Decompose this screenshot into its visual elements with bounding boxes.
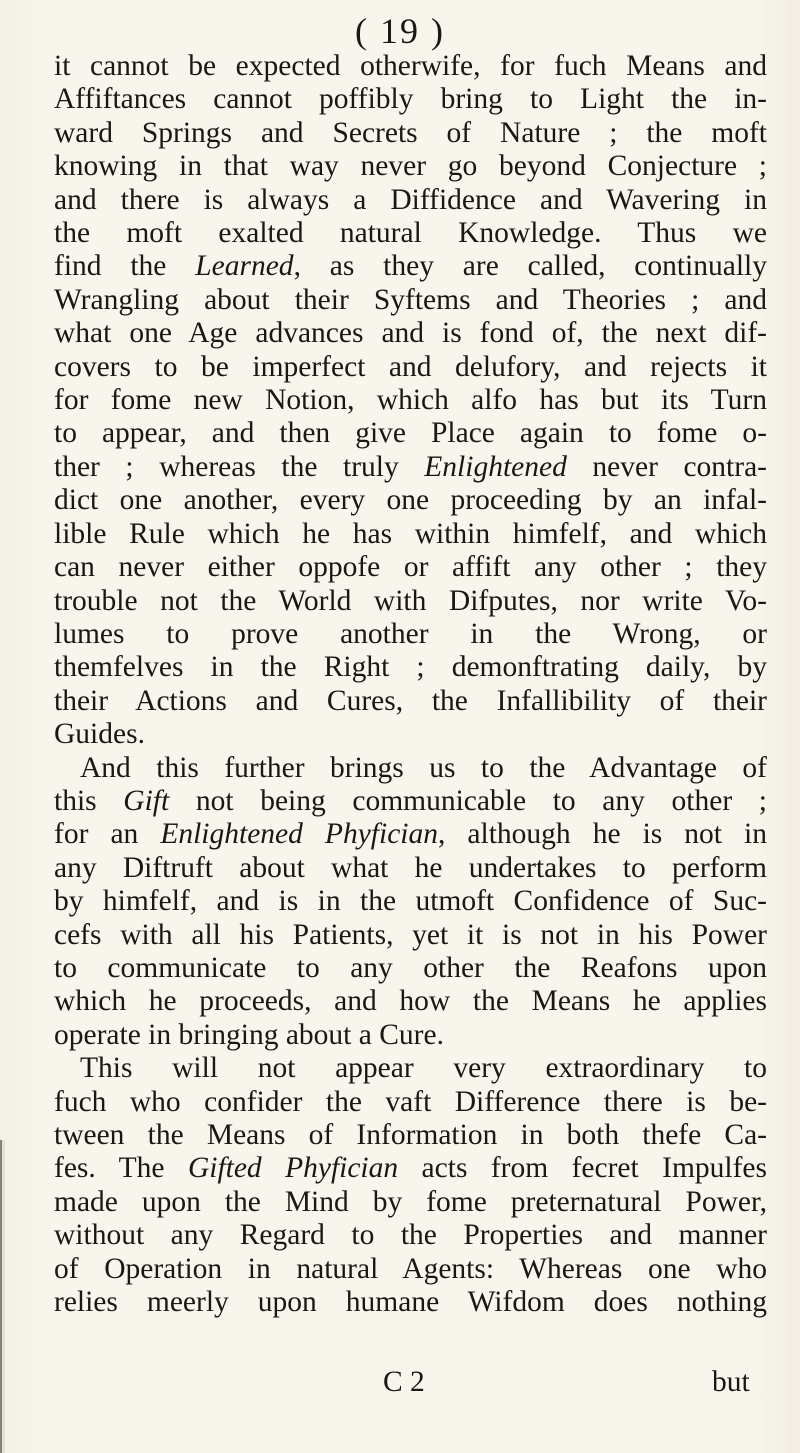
text-line: find the Learned, as they are called, continually	[54, 250, 767, 283]
text-line: their Actions and Cures, the Infallibility of their	[54, 684, 767, 717]
text-line: made upon the Mind by fome preternatural Power,	[54, 1185, 767, 1218]
text-line: cefs with all his Patients, yet it is not in his Power	[54, 918, 767, 951]
text-line: it cannot be expected otherwife, for fuch Means and	[54, 50, 767, 82]
emphasis: Enlightened	[424, 450, 567, 483]
text-line: dict one another, every one proceeding by an infal-	[54, 484, 767, 517]
text-line: what one Age advances and is fond of, the next dif-	[54, 317, 767, 350]
page-footer	[0, 1366, 800, 1406]
text-line: trouble not the World with Difputes, nor write Vo-	[54, 584, 767, 617]
text-line: this Gift not being communicable to any other ;	[54, 784, 767, 817]
text-line: ther ; whereas the truly Enlightened never contra-	[54, 450, 767, 483]
text-line: lumes to prove another in the Wrong, or	[54, 617, 767, 650]
text-line: And this further brings us to the Advantage of	[80, 751, 767, 784]
catchword: but	[712, 1366, 750, 1398]
text-line: Affiftances cannot poffibly bring to Light the in-	[54, 83, 767, 116]
text-line: Wrangling about their Syftems and Theories ; and	[54, 283, 767, 316]
page-number: ( 19 )	[355, 11, 445, 51]
text-line: to appear, and then give Place again to fome o-	[54, 417, 767, 450]
emphasis: Enlightened Phyfician	[160, 818, 438, 851]
text-line: lible Rule which he has within himfelf, and which	[54, 517, 767, 550]
text-line: and there is always a Diffidence and Wavering in	[54, 183, 767, 216]
text-line: by himfelf, and is in the utmoft Confidence of Suc-	[54, 885, 767, 918]
text-line: This will not appear very extraordinary to	[80, 1052, 767, 1085]
text-line: covers to be imperfect and delufory, and rejects it	[54, 350, 767, 383]
text-line: without any Regard to the Properties and manner	[54, 1219, 767, 1252]
text-line: fes. The Gifted Phyfician acts from fecret Impulfes	[54, 1152, 767, 1185]
text-line: operate in bringing about a Cure.	[54, 1018, 444, 1051]
text-line: tween the Means of Information in both thefe Ca-	[54, 1119, 767, 1151]
text-line: to communicate to any other the Reafons upon	[54, 951, 767, 984]
text-line: for fome new Notion, which alfo has but its Turn	[54, 384, 767, 417]
emphasis: Learned	[195, 250, 294, 283]
text-line: fuch who confider the vaft Difference there is be-	[54, 1085, 767, 1118]
text-line: relies meerly upon humane Wifdom does nothing	[54, 1286, 767, 1319]
text-line: which he proceeds, and how the Means he applies	[54, 985, 767, 1018]
text-line: for an Enlightened Phyfician, although he is not in	[54, 818, 767, 851]
text-line: can never either oppofe or affift any other ; they	[54, 551, 767, 584]
emphasis: Gifted Phyfician	[187, 1152, 399, 1185]
text-line: knowing in that way never go beyond Conjecture ;	[54, 150, 767, 183]
text-line: themfelves in the Right ; demonftrating daily, by	[54, 651, 767, 684]
text-line: Guides.	[54, 718, 145, 751]
text-line: of Operation in natural Agents: Whereas one who	[54, 1252, 767, 1285]
emphasis: Gift	[123, 784, 170, 817]
text-line: the moft exalted natural Knowledge. Thus we	[54, 217, 767, 250]
body-text	[54, 50, 767, 1319]
text-line: ward Springs and Secrets of Nature ; the moft	[54, 116, 767, 149]
page-gutter-shadow	[0, 1140, 14, 1453]
signature-mark: C 2	[383, 1366, 425, 1398]
text-line: any Diftruft about what he undertakes to perform	[54, 851, 767, 884]
